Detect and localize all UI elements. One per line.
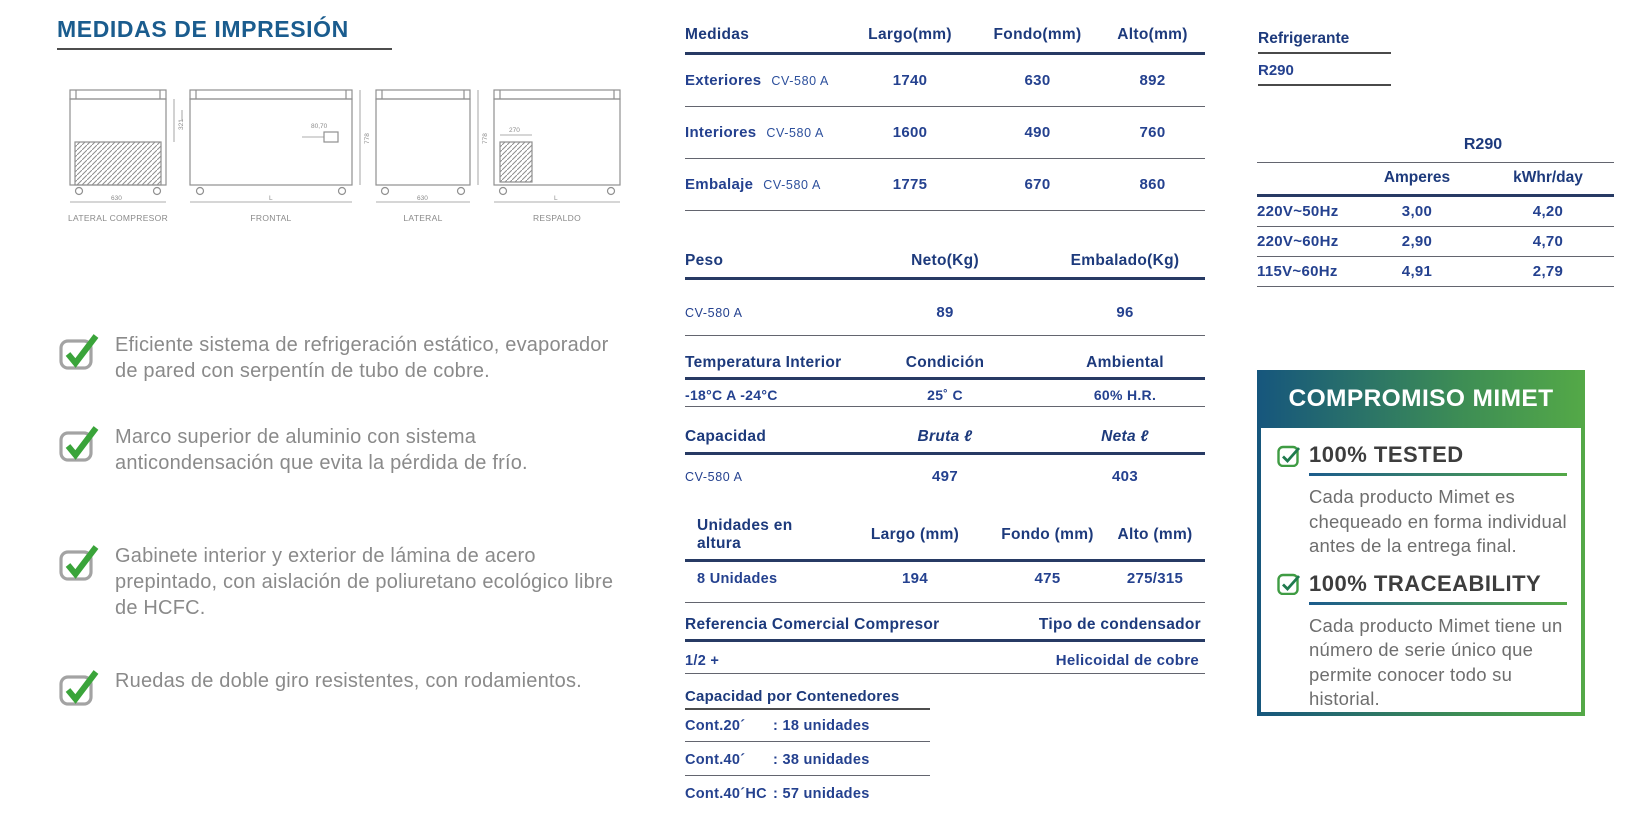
table-row (685, 106, 1205, 158)
cell: : 57 unidades (773, 786, 870, 802)
check-icon (58, 334, 98, 370)
table-header-row (1257, 162, 1614, 197)
table-header-row (685, 517, 1205, 562)
row-label: 115V~60Hz (1257, 263, 1338, 280)
refrigerante-value: R290 (1258, 54, 1391, 86)
cell: 630 (1024, 72, 1051, 89)
check-icon (58, 426, 98, 462)
cell: 475 (1034, 570, 1061, 587)
compromiso-item-heading: 100% TRACEABILITY (1277, 571, 1567, 597)
cell: 275/315 (1126, 570, 1184, 587)
table-row (685, 642, 1205, 674)
drawing-respaldo (494, 90, 620, 202)
drawing-frontal (182, 90, 360, 202)
row-label: 220V~50Hz (1257, 203, 1339, 220)
table-row (1257, 256, 1614, 287)
cell: 96 (1116, 304, 1134, 321)
cell: 892 (1139, 72, 1166, 89)
medidas-table (685, 26, 1205, 211)
drawing-label-lateral: LATERAL (403, 213, 443, 223)
cell: 403 (1112, 468, 1138, 485)
gradient-underline (1309, 602, 1567, 605)
cell: 60% H.R. (1093, 387, 1157, 403)
cell: 1775 (892, 176, 928, 193)
col-header: Embalado(Kg) (1070, 252, 1180, 269)
compromiso-box (1257, 370, 1585, 716)
row-label: CV-580 A (685, 305, 743, 320)
col-header: Alto(mm) (1117, 26, 1188, 43)
cell: Cont.20´ (685, 718, 746, 734)
col-header: Condición (905, 354, 985, 371)
row-label: Exteriores CV-580 A (685, 72, 829, 89)
col-header: Referencia Comercial Compresor (685, 616, 940, 633)
table-title: Capacidad por Contenedores (685, 688, 930, 710)
table-header-row (685, 252, 1205, 280)
table-row (685, 562, 1205, 595)
gradient-underline (1309, 473, 1567, 476)
dim-length-2: L (554, 195, 558, 202)
col-header: kWhr/day (1513, 169, 1583, 186)
feature-text: Eficiente sistema de refrigeración estático, evaporador de pared con serpentín de tubo de cobre. (115, 334, 609, 382)
cell: 25˚ C (927, 387, 963, 403)
compromiso-item-heading: 100% TESTED (1277, 442, 1567, 468)
contenedores-table (685, 688, 930, 802)
table-row (1257, 226, 1614, 256)
cell: 497 (932, 468, 958, 485)
feature-text: Marco superior de aluminio con sistema anticondensación que evita la pérdida de frío. (115, 426, 528, 474)
cell: 2,90 (1401, 233, 1433, 250)
col-header: Fondo(mm) (993, 26, 1082, 43)
title-underline (57, 48, 392, 50)
table-header-row (685, 354, 1205, 380)
col-header: Fondo (mm) (1001, 526, 1094, 543)
table-row (1257, 197, 1614, 226)
col-header: Peso (685, 252, 724, 269)
col-header: Temperatura Interior (685, 354, 842, 371)
col-header: Tipo de condensador (1038, 616, 1201, 633)
cell: : 18 unidades (773, 718, 870, 734)
cell: 3,00 (1401, 203, 1433, 220)
page-title: MEDIDAS DE IMPRESIÓN (57, 16, 349, 42)
cell: 4,20 (1532, 203, 1564, 220)
col-header: Ambiental (1086, 354, 1164, 371)
row-label: Interiores CV-580 A (685, 124, 824, 141)
compromiso-item-text: Cada producto Mimet tiene un número de serie único que permite conocer todo su historial. (1309, 614, 1563, 709)
col-header: Neto(Kg) (911, 252, 979, 269)
table-title: R290 (1463, 136, 1503, 153)
col-header: Largo(mm) (868, 26, 952, 43)
dim-270: 270 (509, 127, 520, 134)
row-label: 220V~60Hz (1257, 233, 1339, 250)
compromiso-body (1261, 428, 1581, 712)
checkbox-icon (1277, 444, 1300, 467)
compromiso-title: COMPROMISO MIMET (1288, 385, 1554, 412)
col-header: Unidades en altura (697, 517, 793, 552)
feature-text: Ruedas de doble giro resistentes, con rodamientos. (115, 670, 582, 692)
col-header: Bruta ℓ (917, 428, 973, 445)
unidades-table (685, 517, 1205, 595)
cell: 2,79 (1532, 263, 1564, 280)
drawing-label-lateral-compresor: LATERAL COMPRESOR (67, 213, 169, 223)
table-row (685, 380, 1205, 407)
row-label: 8 Unidades (697, 570, 778, 587)
row-label: -18°C A -24°C (685, 387, 778, 403)
cell: 670 (1024, 176, 1051, 193)
table-row (685, 455, 1205, 498)
feature-text: Gabinete interior y exterior de lámina de acero prepintado, con aislación de poliuretano ecológico libre de HCFC. (115, 545, 614, 619)
cell: : 38 unidades (773, 752, 870, 768)
table-header-row (685, 616, 1205, 642)
table-header-row (685, 428, 1205, 455)
drawing-lateral-compresor (70, 90, 174, 202)
technical-drawings (62, 80, 627, 230)
check-icon (58, 545, 98, 581)
cell: Cont.40´ (685, 752, 746, 768)
cell: 760 (1139, 124, 1166, 141)
drawing-lateral (376, 90, 478, 202)
cell: Cont.40´HC (685, 786, 767, 802)
feature-item-refrigeration (58, 332, 618, 384)
cell: 1740 (892, 72, 928, 89)
cell: 1/2 + (685, 652, 720, 669)
cell: 860 (1139, 176, 1166, 193)
table-header-row (685, 26, 1205, 55)
col-header: Capacidad (685, 428, 767, 445)
peso-table (685, 252, 1205, 336)
dim-bracket: 80,70 (311, 123, 328, 130)
table-row (685, 55, 1205, 106)
dim-630-2: 630 (417, 195, 428, 202)
drawing-label-respaldo: RESPALDO (532, 213, 582, 223)
table-row (685, 710, 930, 741)
col-header: Medidas (685, 26, 750, 43)
feature-item-frame (58, 424, 618, 476)
temperatura-table (685, 354, 1205, 407)
table-row (685, 158, 1205, 211)
compromiso-item-text: Cada producto Mimet es chequeado en forma individual antes de la entrega final. (1309, 486, 1567, 556)
row-label: Embalaje CV-580 A (685, 176, 821, 193)
cell: 194 (902, 570, 928, 587)
cell: 4,70 (1532, 233, 1564, 250)
col-header: Largo (mm) (870, 526, 960, 543)
cell: 4,91 (1401, 263, 1433, 280)
dim-321: 321 (178, 119, 185, 130)
cell: 490 (1024, 124, 1051, 141)
energy-table (1257, 136, 1614, 287)
cell: 89 (936, 304, 954, 321)
col-header: Neta ℓ (1101, 428, 1149, 445)
table-row (685, 280, 1205, 336)
dim-length: L (269, 195, 273, 202)
feature-item-wheels (58, 668, 618, 706)
cell: 1600 (892, 124, 928, 141)
dim-778-2: 778 (482, 133, 489, 144)
check-icon (58, 670, 98, 706)
table-row (685, 741, 930, 775)
checkbox-icon (1277, 572, 1300, 595)
col-header: Alto (mm) (1117, 526, 1193, 543)
row-label: CV-580 A (685, 469, 743, 484)
col-header: Amperes (1383, 169, 1451, 186)
feature-item-cabinet (58, 543, 618, 621)
dim-630: 630 (111, 195, 122, 202)
dim-778: 778 (364, 133, 371, 144)
drawing-label-frontal: FRONTAL (250, 213, 292, 223)
compresor-table (685, 602, 1205, 674)
table-row (685, 775, 930, 802)
cell: Helicoidal de cobre (1055, 652, 1199, 669)
refrigerante-block (1258, 30, 1391, 86)
capacidad-table (685, 428, 1205, 498)
refrigerante-label: Refrigerante (1258, 30, 1391, 54)
